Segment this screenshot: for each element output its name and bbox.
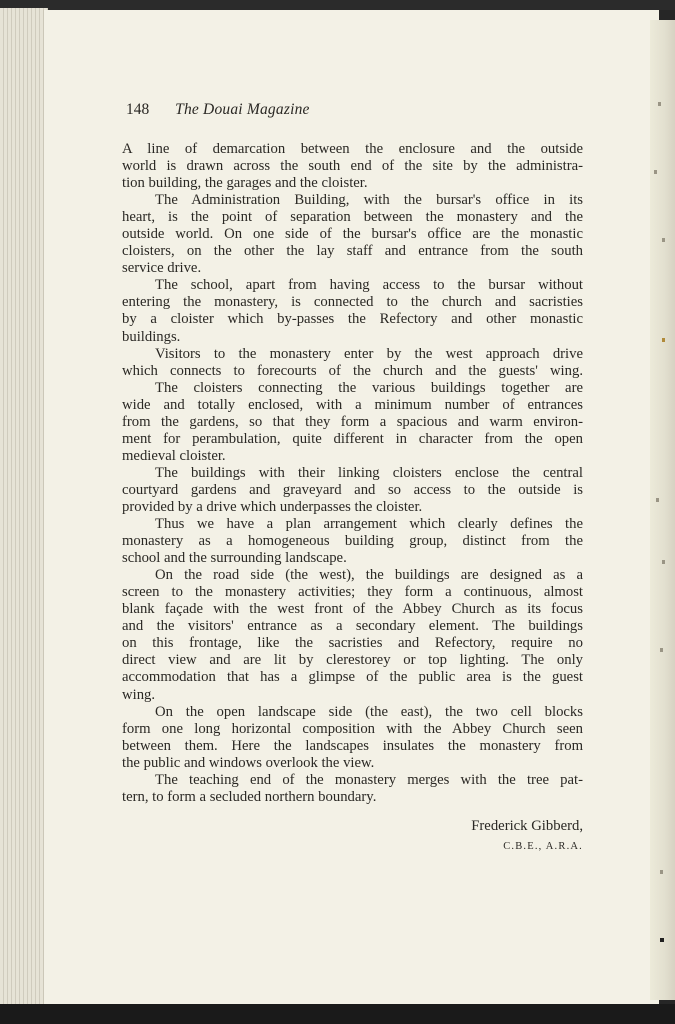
text-line: buildings. [122, 328, 181, 345]
facing-page-edge [650, 20, 675, 1000]
paragraph [122, 465, 583, 516]
edge-mark [660, 870, 663, 874]
text-line: Visitors to the monastery enter by the west approach drive [155, 345, 583, 362]
text-line: On the open landscape side (the east), the two cell blocks [155, 703, 583, 720]
text-line: wide and totally enclosed, with a minimum number of entrances [122, 396, 583, 413]
text-line: outside world. On one side of the bursar's office are the monastic [122, 226, 583, 243]
article-body [122, 141, 583, 806]
text-line: On the road side (the west), the buildings are designed as a [155, 567, 583, 584]
text-line: form one long horizontal composition with the Abbey Church seen [122, 720, 583, 737]
paragraph [122, 277, 583, 345]
text-line: tion building, the garages and the cloister. [122, 175, 368, 192]
author-signature [471, 818, 583, 852]
text-line: The Administration Building, with the bursar's office in its [155, 192, 583, 209]
text-line: Thus we have a plan arrangement which clearly defines the [155, 516, 583, 533]
author-name: Frederick Gibberd, [471, 818, 583, 834]
edge-mark [662, 238, 665, 242]
text-line: on this frontage, like the sacristies and Refectory, require no [122, 635, 583, 652]
text-line: The school, apart from having access to the bursar without [155, 277, 583, 294]
text-line: service drive. [122, 260, 202, 277]
text-line: heart, is the point of separation between the monastery and the [122, 209, 583, 226]
text-line: provided by a drive which underpasses the cloister. [122, 498, 423, 515]
text-line: The teaching end of the monastery merges with the tree pat- [155, 771, 583, 788]
text-line: the public and windows overlook the view. [122, 754, 375, 771]
page-stack-edge [0, 8, 48, 1008]
text-line: A line of demarcation between the enclosure and the outside [122, 141, 583, 157]
paragraph [122, 516, 583, 567]
edge-mark [656, 498, 659, 502]
binding-bottom [0, 1004, 675, 1024]
text-line: cloisters, on the other the lay staff and entrance from the south [122, 243, 583, 260]
paragraph [122, 380, 583, 465]
text-line: school and the surrounding landscape. [122, 550, 347, 567]
text-line: direct view and are lit by clerestorey or top lighting. The only [122, 652, 583, 669]
text-line: medieval cloister. [122, 447, 226, 464]
paragraph [122, 141, 583, 192]
edge-mark [660, 938, 664, 942]
text-line: The cloisters connecting the various buildings together are [155, 379, 583, 396]
text-line: courtyard gardens and graveyard and so access to the outside is [122, 481, 583, 498]
paragraph [122, 567, 583, 703]
text-line: between them. Here the landscapes insulates the monastery from [122, 737, 583, 754]
edge-mark [660, 648, 663, 652]
text-line: The buildings with their linking cloisters enclose the central [155, 464, 583, 481]
paragraph [122, 192, 583, 277]
paragraph [122, 772, 583, 806]
text-line: accommodation that has a glimpse of the public area is the guest [122, 669, 583, 686]
binding-top [0, 0, 675, 10]
text-line: and the visitors' entrance as a secondary element. The buildings [122, 618, 583, 635]
text-line: which connects to forecourts of the church and the guests' wing. [122, 362, 583, 379]
text-line: from the gardens, so that they form a spacious and warm environ- [122, 413, 583, 430]
text-line: ment for perambulation, quite different in character from the open [122, 430, 583, 447]
edge-mark [662, 338, 665, 342]
paragraph [122, 346, 583, 380]
text-line: blank façade with the west front of the Abbey Church as its focus [122, 601, 583, 618]
text-line: tern, to form a secluded northern boundary. [122, 788, 377, 805]
paragraph [122, 704, 583, 772]
text-line: by a cloister which by-passes the Refectory and other monastic [122, 311, 583, 328]
edge-mark [654, 170, 657, 174]
text-line: screen to the monastery activities; they form a continuous, almost [122, 584, 583, 601]
edge-mark [658, 102, 661, 106]
page-number: 148 [126, 101, 150, 118]
author-credentials: C.B.E., A.R.A. [503, 841, 583, 852]
text-line: entering the monastery, is connected to the church and sacristies [122, 294, 583, 311]
magazine-title: The Douai Magazine [175, 101, 310, 118]
edge-mark [662, 560, 665, 564]
text-line: monastery as a homogeneous building group, distinct from the [122, 533, 583, 550]
text-line: wing. [122, 686, 156, 703]
running-head [126, 101, 310, 119]
text-line: world is drawn across the south end of the site by the administra- [122, 158, 583, 175]
